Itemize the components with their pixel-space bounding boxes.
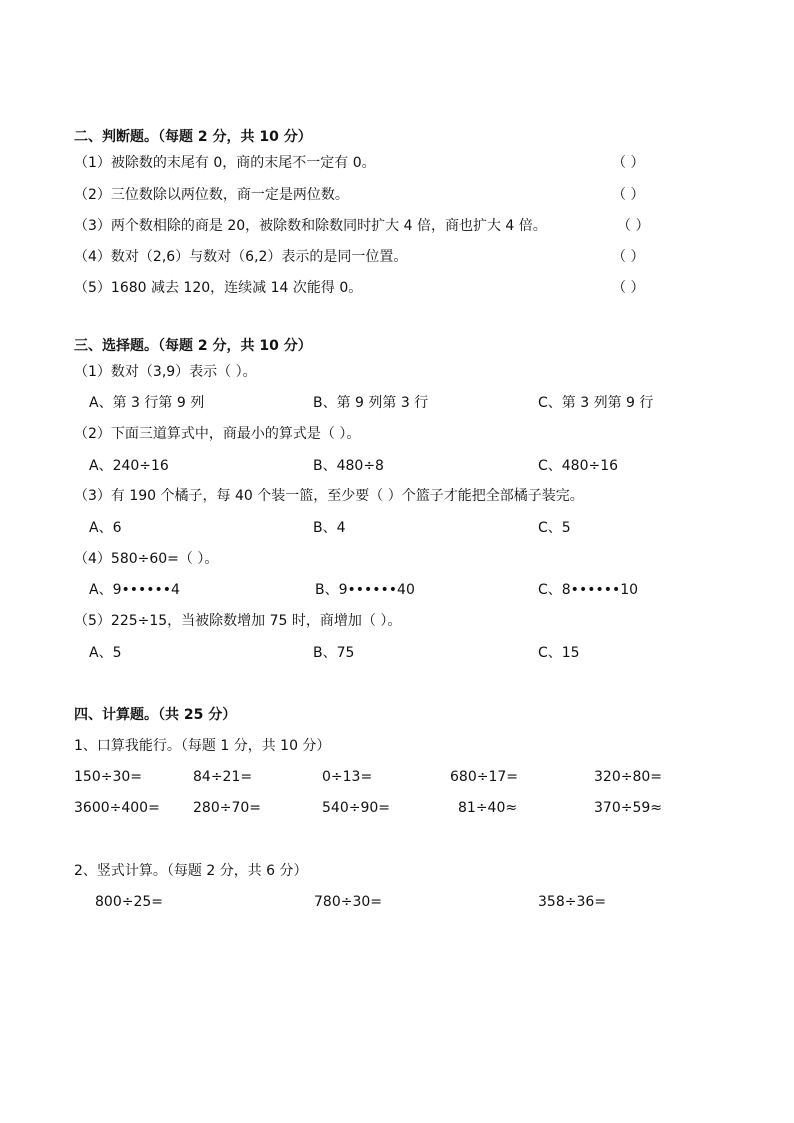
oral-calc-heading: 1、口算我能行。（每题 1 分，共 10 分） — [74, 738, 331, 754]
choice-5-option-c[interactable]: C、15 — [538, 645, 580, 661]
vertical-calc-3: 358÷36= — [538, 894, 606, 910]
judge-item-3: （3）两个数相除的商是 20，被除数和除数同时扩大 4 倍，商也扩大 4 倍。 — [74, 218, 547, 234]
choice-4-option-a[interactable]: A、9••••••4 — [89, 582, 180, 598]
vertical-calc-heading: 2、竖式计算。（每题 2 分，共 6 分） — [74, 863, 308, 879]
vertical-calc-2: 780÷30= — [314, 894, 382, 910]
judge-blank-1[interactable]: （ ） — [612, 155, 645, 171]
judge-blank-4[interactable]: （ ） — [612, 249, 645, 265]
judge-blank-3[interactable]: （ ） — [617, 218, 650, 234]
choice-question-4: （4）580÷60=（ ）。 — [74, 551, 219, 567]
choice-3-option-b[interactable]: B、4 — [313, 520, 346, 536]
oral-calc-8: 540÷90= — [322, 800, 390, 816]
choice-2-option-a[interactable]: A、240÷16 — [89, 458, 169, 474]
choice-4-option-b[interactable]: B、9••••••40 — [315, 582, 415, 598]
choice-question-1: （1）数对（3,9）表示（ ）。 — [74, 364, 257, 380]
oral-calc-6: 3600÷400= — [74, 800, 160, 816]
oral-calc-5: 320÷80= — [594, 769, 662, 785]
section4-heading: 四、计算题。（共 25 分） — [74, 707, 237, 723]
choice-2-option-b[interactable]: B、480÷8 — [313, 458, 384, 474]
oral-calc-4: 680÷17= — [450, 769, 518, 785]
oral-calc-10: 370÷59≈ — [594, 800, 662, 816]
choice-5-option-b[interactable]: B、75 — [313, 645, 355, 661]
vertical-calc-1: 800÷25= — [95, 894, 163, 910]
oral-calc-3: 0÷13= — [322, 769, 373, 785]
choice-1-option-c[interactable]: C、第 3 列第 9 行 — [538, 395, 654, 411]
choice-4-option-c[interactable]: C、8••••••10 — [538, 582, 639, 598]
choice-question-5: （5）225÷15，当被除数增加 75 时，商增加（ ）。 — [74, 613, 402, 629]
choice-5-option-a[interactable]: A、5 — [89, 645, 122, 661]
judge-item-4: （4）数对（2,6）与数对（6,2）表示的是同一位置。 — [74, 249, 408, 265]
judge-item-2: （2）三位数除以两位数，商一定是两位数。 — [74, 187, 349, 203]
choice-3-option-c[interactable]: C、5 — [538, 520, 571, 536]
judge-item-1: （1）被除数的末尾有 0，商的末尾不一定有 0。 — [74, 155, 376, 171]
oral-calc-2: 84÷21= — [193, 769, 253, 785]
choice-1-option-a[interactable]: A、第 3 行第 9 列 — [89, 395, 205, 411]
choice-question-2: （2）下面三道算式中，商最小的算式是（ ）。 — [74, 426, 361, 442]
choice-question-3: （3）有 190 个橘子，每 40 个装一篮，至少要（ ）个篮子才能把全部橘子装完。 — [74, 488, 584, 504]
judge-item-5: （5）1680 减去 120，连续减 14 次能得 0。 — [74, 280, 363, 296]
oral-calc-9: 81÷40≈ — [458, 800, 518, 816]
oral-calc-1: 150÷30= — [74, 769, 142, 785]
choice-2-option-c[interactable]: C、480÷16 — [538, 458, 619, 474]
oral-calc-7: 280÷70= — [193, 800, 261, 816]
section2-heading: 二、判断题。（每题 2 分，共 10 分） — [74, 129, 312, 145]
judge-blank-5[interactable]: （ ） — [612, 280, 645, 296]
section3-heading: 三、选择题。（每题 2 分，共 10 分） — [74, 338, 312, 354]
judge-blank-2[interactable]: （ ） — [612, 187, 645, 203]
choice-3-option-a[interactable]: A、6 — [89, 520, 122, 536]
choice-1-option-b[interactable]: B、第 9 列第 3 行 — [313, 395, 429, 411]
